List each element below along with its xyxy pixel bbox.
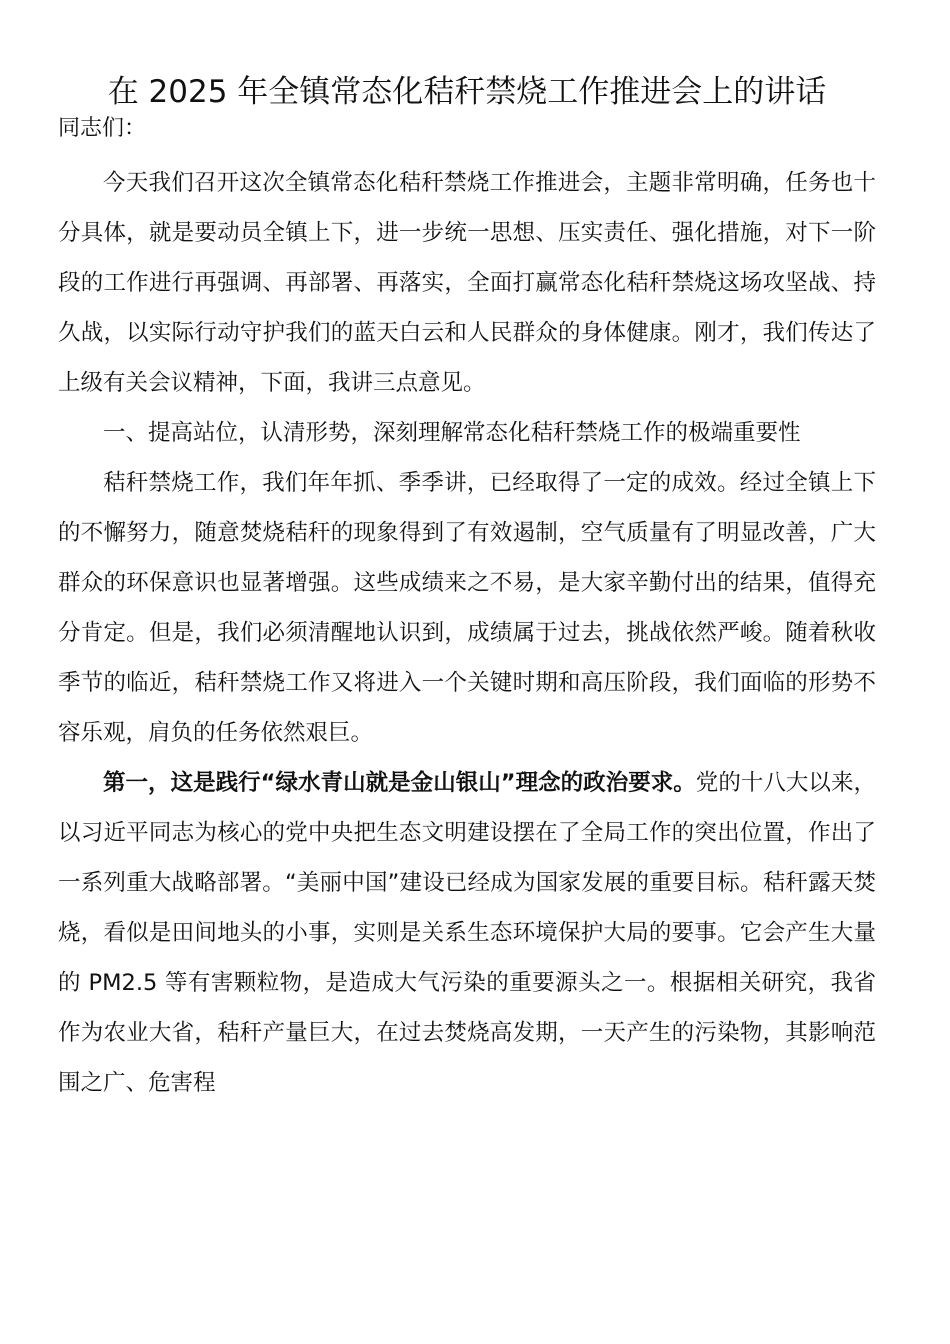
section-heading-one: 一、提高站位，认清形势，深刻理解常态化秸秆禁烧工作的极端重要性 bbox=[103, 420, 801, 446]
paragraph-point-one bbox=[58, 758, 876, 1108]
paragraph-situation: 秸秆禁烧工作，我们年年抓、季季讲，已经取得了一定的成效。经过全镇上下的不懈努力，随意焚烧秸秆的现象得到了有效遏制，空气质量有了明显改善，广大群众的环保意识也显著增强。这些成绩来之不易，是大家辛勤付出的结果，值得充分肯定。但是，我们必须清醒地认识到，成绩属于过去，挑战依然严峻。随着秋收季节的临近，秸秆禁烧工作又将进入一个关键时期和高压阶段，我们面临的形势不容乐观，肩负的任务依然艰巨。 bbox=[58, 470, 876, 746]
point-one-lead: 第一，这是践行“绿水青山就是金山银山”理念的政治要求。 bbox=[103, 770, 696, 796]
salutation: 同志们： bbox=[58, 116, 147, 141]
paragraph-intro: 今天我们召开这次全镇常态化秸秆禁烧工作推进会，主题非常明确，任务也十分具体，就是要动员全镇上下，进一步统一思想、压实责任、强化措施，对下一阶段的工作进行再强调、再部署、再落实，全面打赢常态化秸秆禁烧这场攻坚战、持久战，以实际行动守护我们的蓝天白云和人民群众的身体健康。刚才，我们传达了上级有关会议精神，下面，我讲三点意见。 bbox=[58, 170, 876, 396]
document-title: 在 2025 年全镇常态化秸秆禁烧工作推进会上的讲话 bbox=[107, 74, 827, 110]
point-one-body: 党的十八大以来，以习近平同志为核心的党中央把生态文明建设摆在了全局工作的突出位置，作出了一系列重大战略部署。“美丽中国”建设已经成为国家发展的重要目标。秸秆露天焚烧，看似是田间地头的小事，实则是关系生态环境保护大局的要事。它会产生大量的 PM2.5 等有害颗粒物，是造成大气污染的重要源头之一。根据相关研究，我省作为农业大省，秸秆产量巨大，在过去焚烧高发期，一天产生的污染物，其影响范围之广、危害程 bbox=[58, 770, 876, 1096]
